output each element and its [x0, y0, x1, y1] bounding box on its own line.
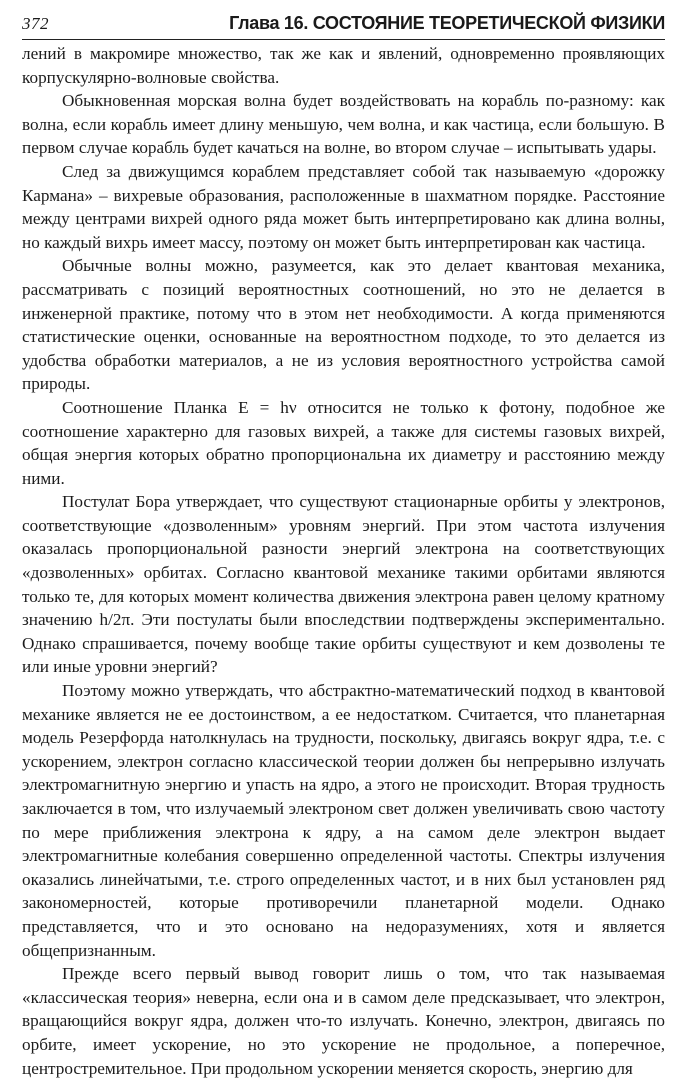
paragraph: Обыкновенная морская волна будет воздействовать на корабль по-разному: как волна, если корабль имеет длину меньшую, чем волна, и как частица, если большую. В первом случае корабль будет качаться на волне, во втором случае – испытывать удары.: [22, 91, 665, 158]
body-text: [22, 42, 665, 1080]
paragraph: Прежде всего первый вывод говорит лишь о том, что так называемая «классическая теория» неверна, если она и в самом деле предсказывает, что электрон, вращающийся вокруг ядра, должен что-то излучать. Конечно, электрон, двигаясь по орбите, имеет ускорение, но это ускорение не продольное, а поперечное, центростремительное. При продольном ускорении меняется скорость, энергию для: [22, 964, 665, 1078]
paragraph: След за движущимся кораблем представляет собой так называемую «дорожку Кармана» – вихревые образования, расположенные в шахматном порядке. Расстояние между центрами вихрей одного ряда может быть интерпретировано как длина волны, но каждый вихрь имеет массу, поэтому он может быть интерпретирован как частица.: [22, 161, 665, 252]
paragraph: Соотношение Планка E = hν относится не только к фотону, подобное же соотношение характерно для газовых вихрей, а также для системы газовых вихрей, общая энергия которых обратно пропорциональна их диаметру и расстоянию между ними.: [22, 397, 665, 488]
header-rule: [22, 39, 665, 40]
running-head: Глава 16. СОСТОЯНИЕ ТЕОРЕТИЧЕСКОЙ ФИЗИКИ: [229, 13, 665, 33]
page-header: [22, 14, 665, 38]
book-page: [22, 0, 665, 1078]
paragraph: лений в макромире множество, так же как и явлений, одновременно проявляющих корпускулярно-волновые свойства.: [22, 44, 665, 87]
page-number: 372: [22, 14, 49, 33]
paragraph: Постулат Бора утверждает, что существуют стационарные орбиты у электронов, соответствующие «дозволенным» уровням энергий. При этом частота излучения оказалась пропорциональной разности энергий электрона на соответствующих «дозволенных» орбитах. Согласно квантовой механике такими орбитами являются только те, для которых момент количества движения электрона равен целому кратному значению h/2π. Эти постулаты были впоследствии подтверждены экспериментально. Однако спрашивается, почему вообще такие орбиты существуют и кем дозволены те или иные уровни энергий?: [22, 492, 665, 677]
paragraph: Поэтому можно утверждать, что абстрактно-математический подход в квантовой механике является не ее достоинством, а ее недостатком. Считается, что планетарная модель Резерфорда натолкнулась на трудности, поскольку, двигаясь вокруг ядра, т.е. с ускорением, электрон согласно классической теории должен бы непрерывно излучать электромагнитную энергию и упасть на ядро, а этого не происходит. Вторая трудность заключается в том, что излучаемый электроном свет должен увеличивать свою частоту по мере приближения электрона к ядру, а на самом деле электрон выдает электромагнитные колебания совершенно определенной частоты. Спектры излучения оказались линейчатыми, т.е. строго определенных частот, и в них был установлен ряд закономерностей, которые противоречили планетарной модели. Однако представляется, что и это основано на недоразумениях, хотя и является общепризнанным.: [22, 681, 665, 960]
paragraph: Обычные волны можно, разумеется, как это делает квантовая механика, рассматривать с позиций вероятностных соотношений, но это не делается в инженерной практике, потому что в этом нет необходимости. А когда применяются статистические оценки, основанные на вероятностном подходе, то это делается из удобства обработки материалов, а не из условия вероятностного устройства самой природы.: [22, 256, 665, 394]
